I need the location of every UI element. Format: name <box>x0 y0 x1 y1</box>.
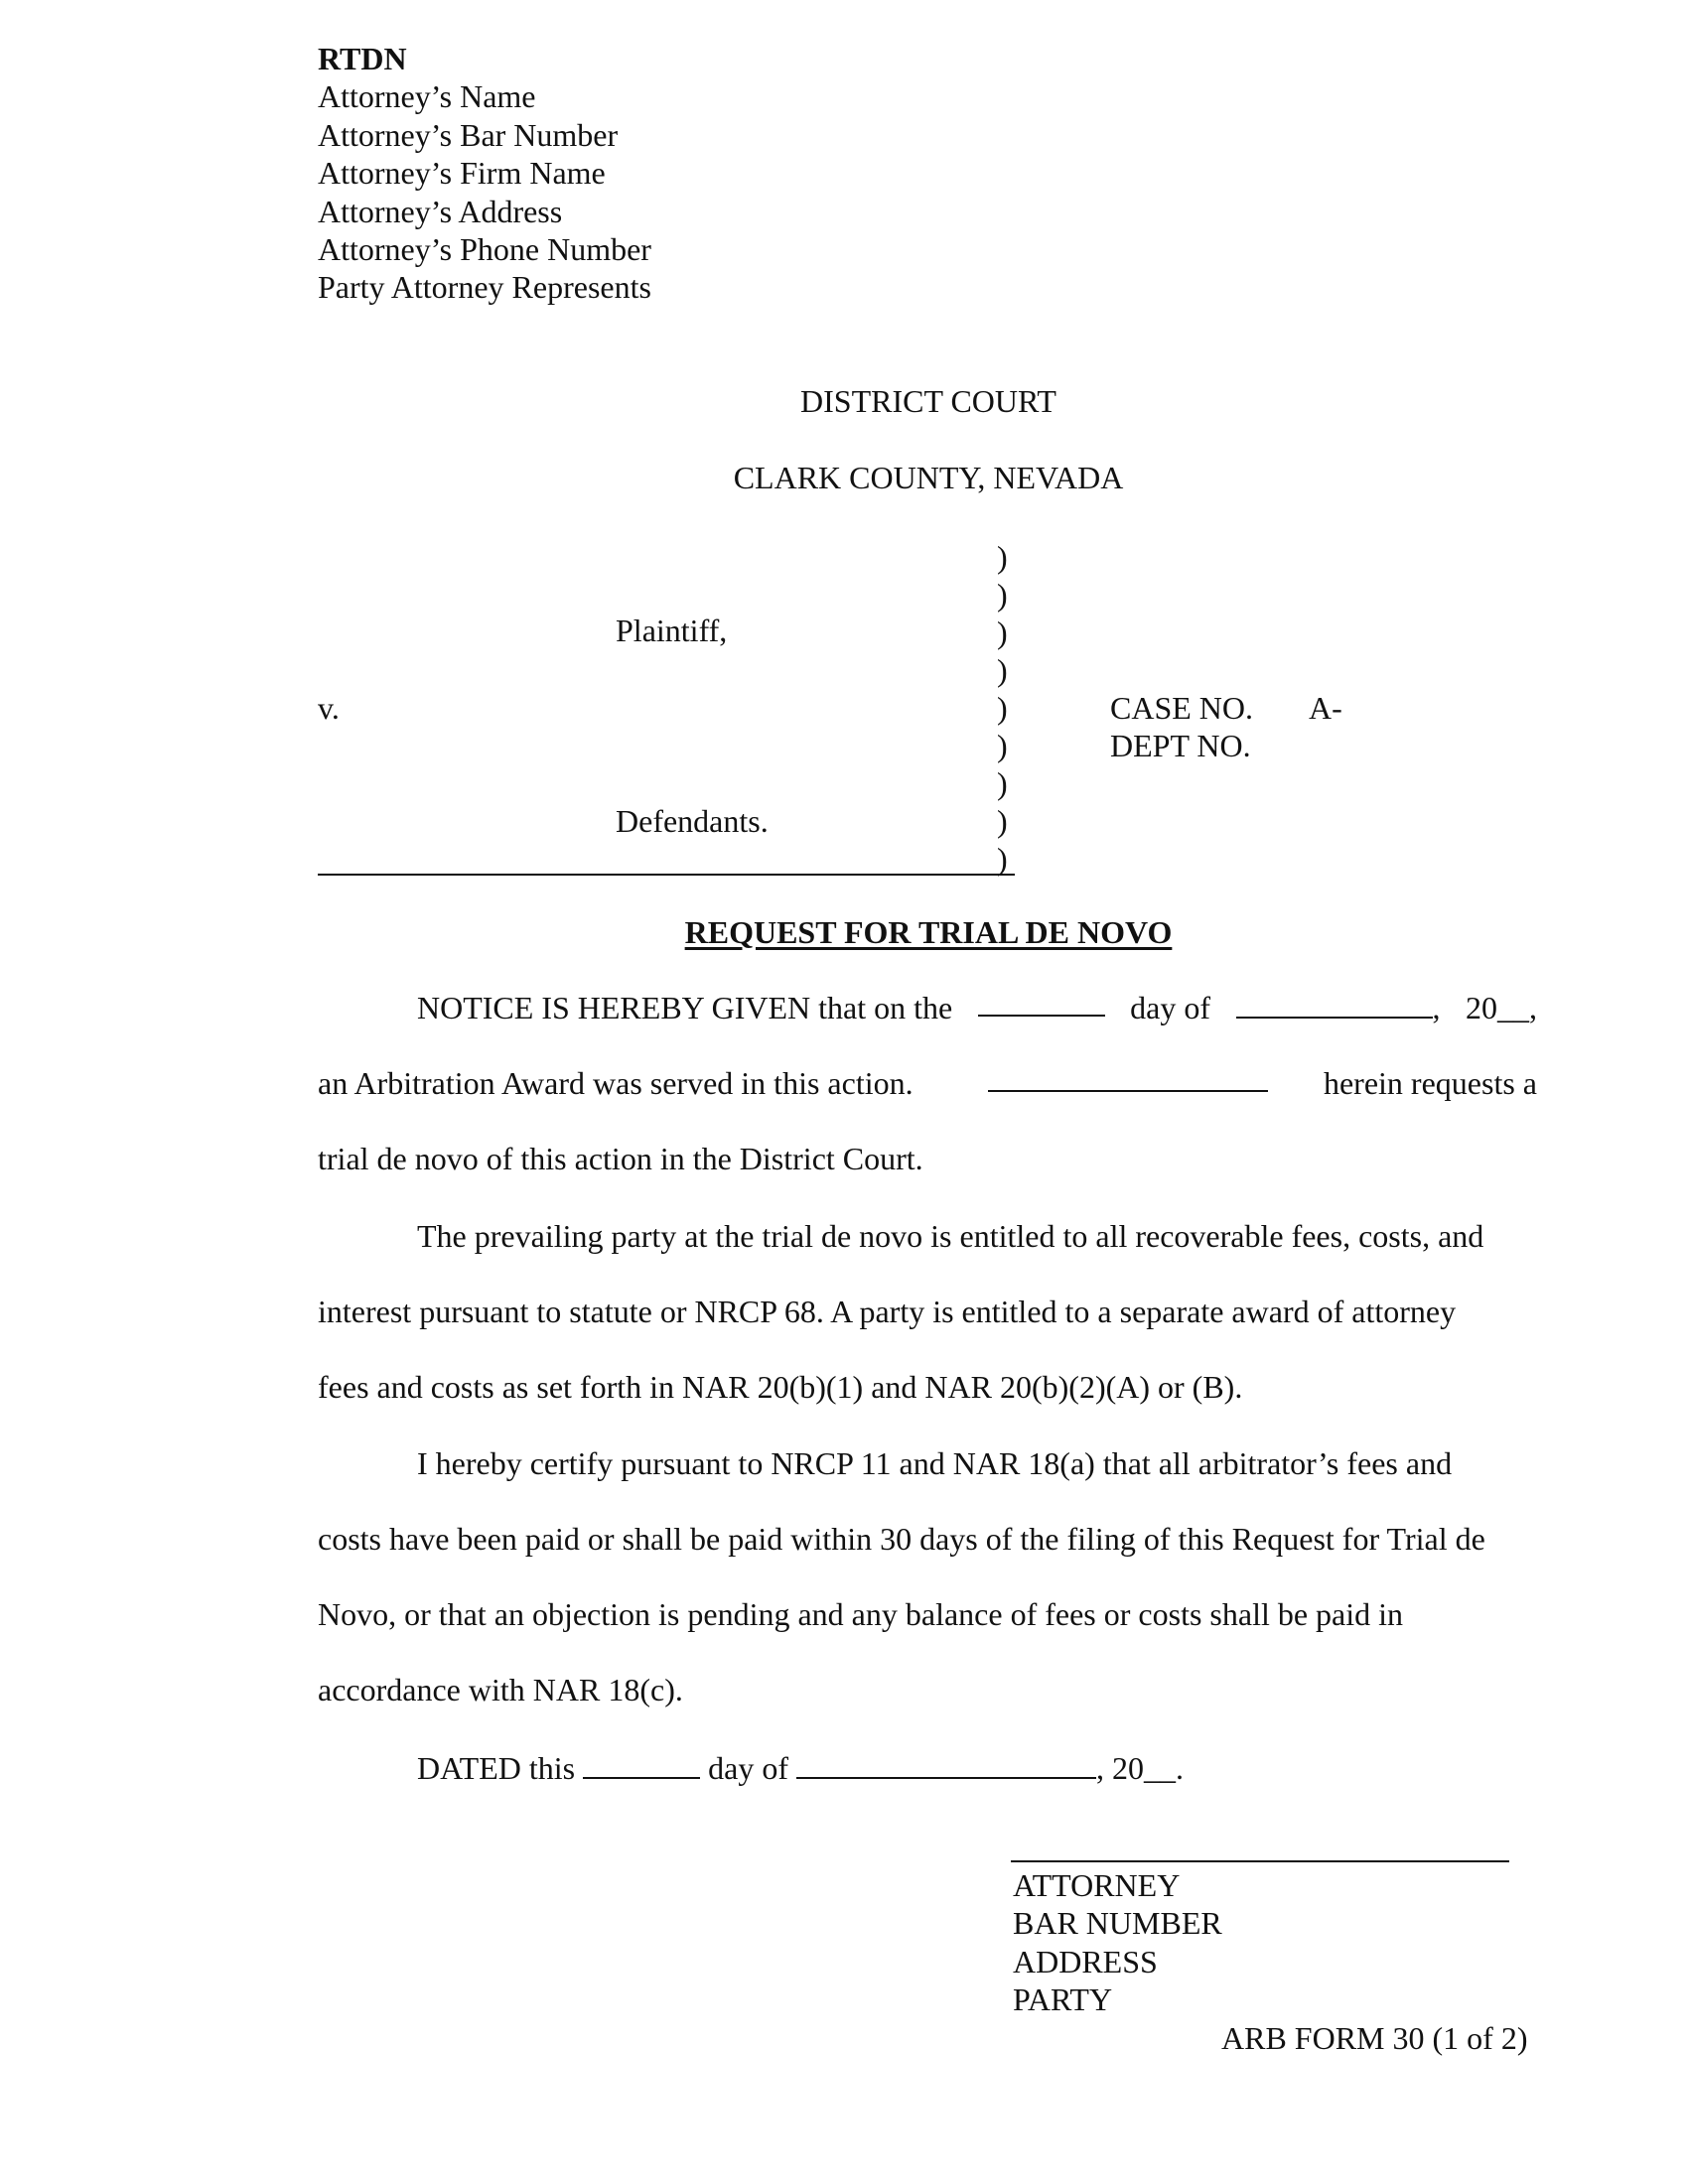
cert-line-3: Novo, or that an objection is pending and any balance of fees or costs shall be paid in <box>318 1596 1404 1632</box>
notice-month-blank[interactable] <box>1236 991 1433 1019</box>
form-footer: ARB FORM 30 (1 of 2) <box>1221 2020 1528 2056</box>
paren: ) <box>997 841 1008 877</box>
signature-block <box>1013 1866 1222 2019</box>
dated-text-1: DATED this <box>417 1750 576 1786</box>
paren: ) <box>997 652 1008 688</box>
notice-paragraph <box>318 989 1537 1177</box>
paren: ) <box>997 577 1008 613</box>
dated-month-blank[interactable] <box>796 1751 1096 1779</box>
signature-address: ADDRESS <box>1013 1943 1158 1979</box>
notice-text-1: NOTICE IS HEREBY GIVEN that on the <box>417 990 953 1025</box>
notice-text-6: trial de novo of this action in the District Court. <box>318 1141 923 1176</box>
signature-bar-number: BAR NUMBER <box>1013 1905 1222 1942</box>
fees-line-1: The prevailing party at the trial de novo is entitled to all recoverable fees, costs, and <box>417 1218 1484 1254</box>
fees-line-3: fees and costs as set forth in NAR 20(b)(1) and NAR 20(b)(2)(A) or (B). <box>318 1369 1243 1405</box>
signature-line[interactable] <box>1011 1860 1509 1862</box>
dept-no-label: DEPT NO. <box>1110 728 1251 763</box>
attorney-firm-name: Attorney’s Firm Name <box>318 155 606 192</box>
dated-text-2: day of <box>708 1750 788 1786</box>
dated-text-3: , 20__. <box>1095 1750 1184 1786</box>
notice-year: 20__, <box>1465 990 1537 1025</box>
document-title-text: REQUEST FOR TRIAL DE NOVO <box>684 914 1173 950</box>
attorney-address: Attorney’s Address <box>318 193 563 229</box>
plaintiff-label: Plaintiff, <box>616 613 728 648</box>
notice-text-3: , <box>1432 990 1441 1025</box>
paren: ) <box>997 728 1008 763</box>
dated-line <box>417 1749 1184 1787</box>
attorney-bar-number: Attorney’s Bar Number <box>318 116 619 153</box>
notice-day-blank[interactable] <box>978 989 1105 1017</box>
paren: ) <box>997 803 1008 839</box>
paren: ) <box>997 539 1008 575</box>
document-title <box>0 913 1688 951</box>
notice-text-4: an Arbitration Award was served in this action. <box>318 1065 914 1101</box>
paren: ) <box>997 690 1008 726</box>
cert-line-1: I hereby certify pursuant to NRCP 11 and NAR 18(a) that all arbitrator’s fees and <box>417 1445 1453 1481</box>
dated-day-blank[interactable] <box>583 1751 700 1779</box>
notice-text-2: day of <box>1130 990 1211 1025</box>
case-no-value: A- <box>1309 690 1342 726</box>
caption-underline <box>318 874 1015 876</box>
requesting-party-blank[interactable] <box>988 1064 1268 1092</box>
form-code: RTDN <box>318 41 407 76</box>
signature-attorney: ATTORNEY <box>1013 1867 1181 1903</box>
cert-line-2: costs have been paid or shall be paid within 30 days of the filing of this Request for Trial de <box>318 1521 1485 1557</box>
party-represented: Party Attorney Represents <box>318 269 651 306</box>
certification-paragraph <box>318 1444 1537 1708</box>
court-name: DISTRICT COURT <box>800 383 1056 419</box>
fees-line-2: interest pursuant to statute or NRCP 68. A party is entitled to a separate award of attorney <box>318 1294 1457 1329</box>
court-county: CLARK COUNTY, NEVADA <box>733 460 1124 495</box>
attorney-name: Attorney’s Name <box>318 78 536 115</box>
paren: ) <box>997 614 1008 650</box>
fees-paragraph <box>318 1217 1537 1406</box>
cert-line-4: accordance with NAR 18(c). <box>318 1672 683 1707</box>
notice-text-5: herein requests a <box>1323 1065 1537 1101</box>
paren: ) <box>997 765 1008 801</box>
versus-label: v. <box>318 690 340 726</box>
defendants-label: Defendants. <box>616 803 769 839</box>
case-no-label: CASE NO. <box>1110 690 1254 726</box>
attorney-block <box>318 40 651 307</box>
attorney-phone: Attorney’s Phone Number <box>318 230 651 267</box>
signature-party: PARTY <box>1013 1981 1113 2018</box>
